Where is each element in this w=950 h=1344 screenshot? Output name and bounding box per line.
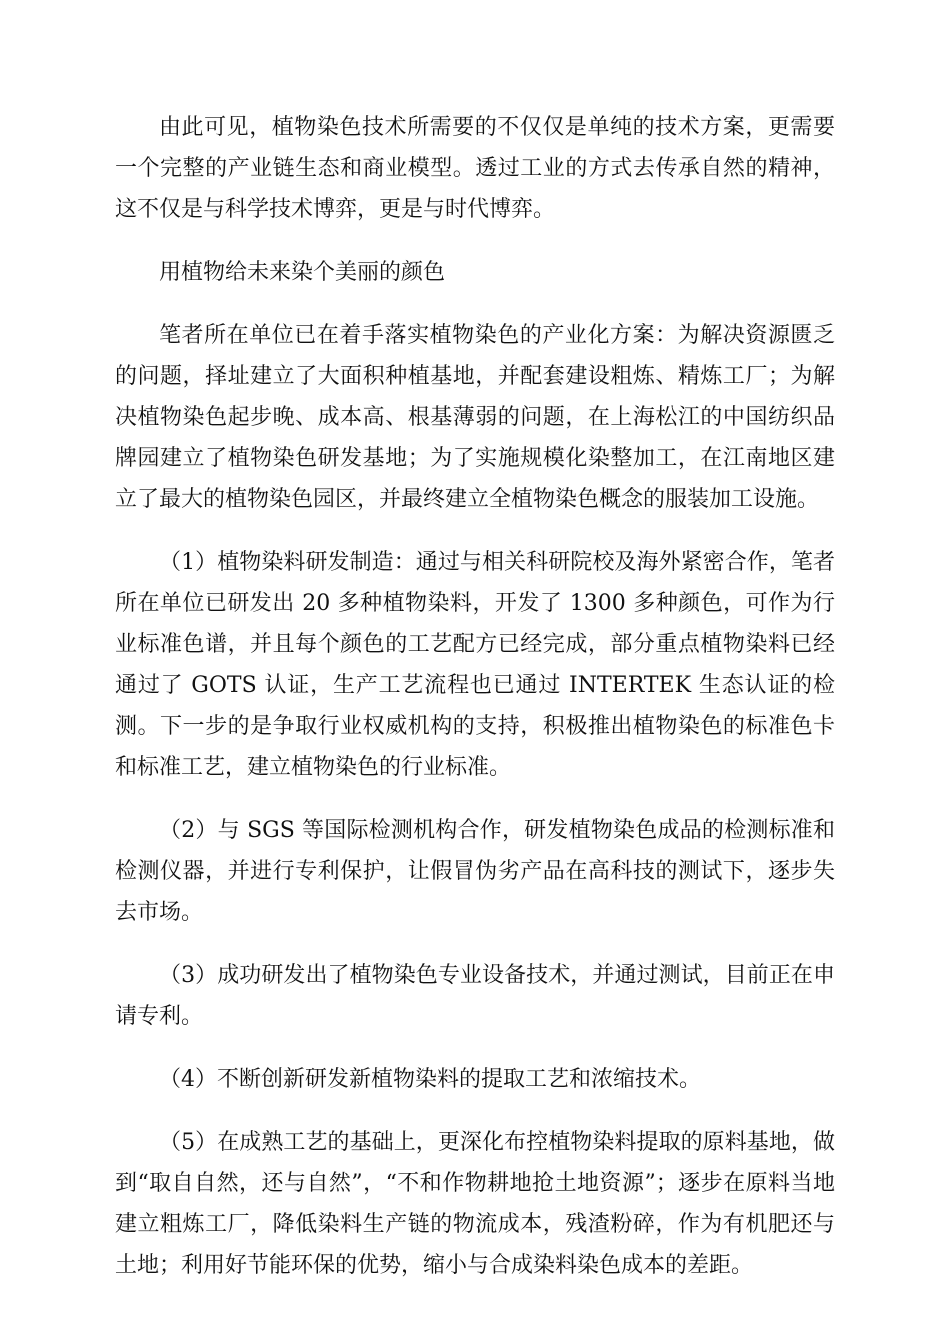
paragraph-item-3: （3）成功研发出了植物染色专业设备技术，并通过测试，目前正在申请专利。 [115,963,835,1029]
paragraph-item-5: （5）在成熟工艺的基础上，更深化布控植物染料提取的原料基地，做到“取自自然，还与自然”，“不和作物耕地抢土地资源”；逐步在原料当地建立粗炼工厂，降低染料生产链的物流成本，残渣粉碎，作为有机肥还与土地；利用好节能环保的优势，缩小与合成染料染色成本的差距。 [115,1130,835,1278]
section-heading: 用植物给未来染个美丽的颜色 [159,260,446,285]
paragraph-item-1: （1）植物染料研发制造：通过与相关科研院校及海外紧密合作，笔者所在单位已研发出 20 多种植物染料，开发了 1300 多种颜色，可作为行业标准色谱，并且每个颜色的工艺配方已经完成，部分重点植物染料已经通过了 GOTS 认证，生产工艺流程也已通过 INTERTEK 生态认证的检测。下一步的是争取行业权威机构的支持，积极推出植物染色的标准色卡和标准工艺，建立植物染色的行业标准。 [115,550,835,780]
paragraph-item-4: （4）不断创新研发新植物染料的提取工艺和浓缩技术。 [159,1067,701,1092]
document-body [115,107,835,1308]
paragraph-industrialization: 笔者所在单位已在着手落实植物染色的产业化方案：为解决资源匮乏的问题，择址建立了大面积种植基地，并配套建设粗炼、精炼工厂；为解决植物染色起步晚、成本高、根基薄弱的问题，在上海松江的中国纺织品牌园建立了植物染色研发基地；为了实施规模化染整加工，在江南地区建立了最大的植物染色园区，并最终建立全植物染色概念的服装加工设施。 [115,323,835,512]
paragraph-conclusion: 由此可见，植物染色技术所需要的不仅仅是单纯的技术方案，更需要一个完整的产业链生态和商业模型。透过工业的方式去传承自然的精神，这不仅是与科学技术博弈，更是与时代博弈。 [115,115,835,222]
paragraph-item-2: （2）与 SGS 等国际检测机构合作，研发植物染色成品的检测标准和检测仪器，并进行专利保护，让假冒伪劣产品在高科技的测试下，逐步失去市场。 [115,818,835,925]
